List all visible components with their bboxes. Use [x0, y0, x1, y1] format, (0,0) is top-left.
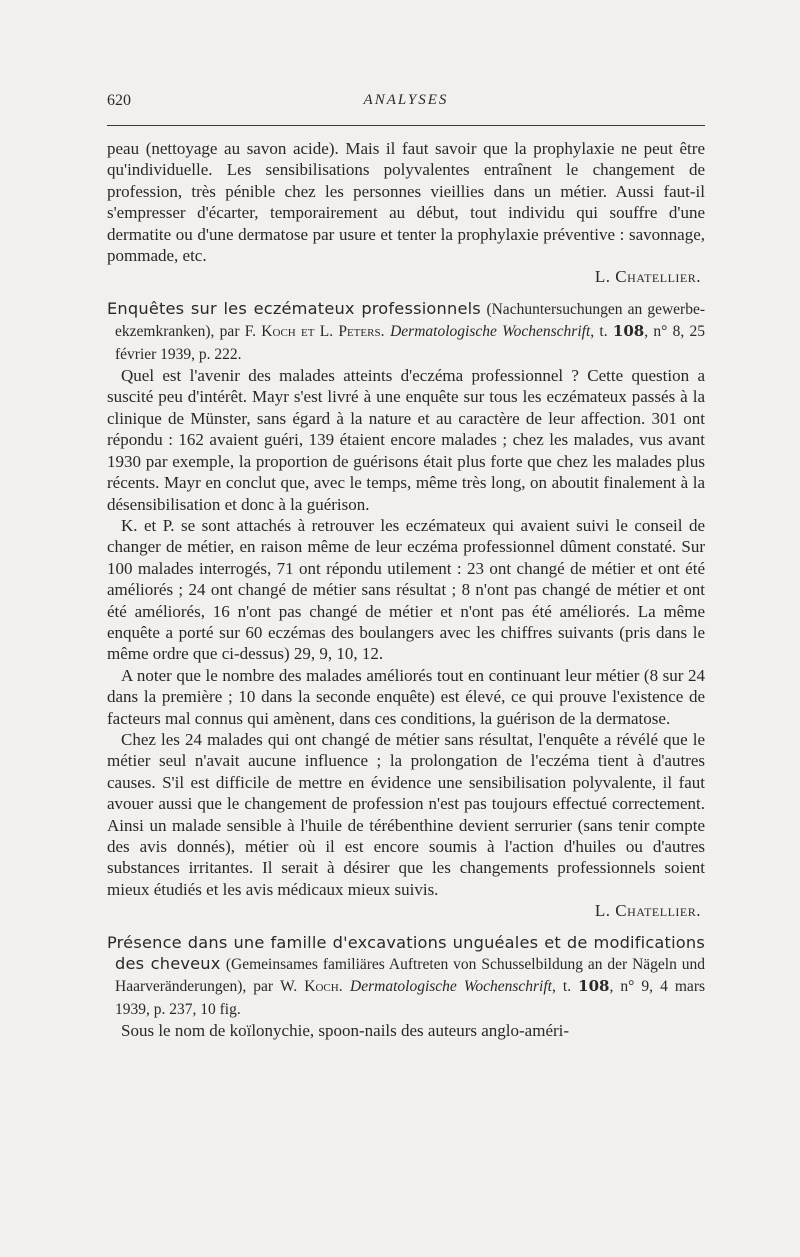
journal-name: Dermatologische Wochenschrift — [390, 323, 591, 341]
review-authors: W. Koch. — [280, 978, 343, 996]
paragraph: A noter que le nombre des malades améliorés tout en continuant leur métier (8 sur 24 dans la première ; 10 dans la seconde enquête) est élevé, ce qui prouve l'existence de facteurs mal connus qui amènent, dans ces conditions, la guérison de la dermatose. — [107, 665, 705, 728]
review-title: Enquêtes sur les eczémateux professionnels — [107, 298, 481, 318]
volume-number: 108 — [578, 977, 610, 996]
paragraph: K. et P. se sont attachés à retrouver les eczémateux qui avaient suivi le conseil de changer de métier, en raison même de leur eczéma professionnel dûment constaté. Sur 100 malades interrogés, 71 ont répondu utilement : 23 ont changé de métier et ont été améliorés ; 24 ont changé de métier sans résultat ; 8 n'ont pas changé de métier et ont été améliorés, 16 n'ont pas changé de métier et n'ont pas été améliorés. La même enquête a porté sur 60 eczémas des boulangers avec les chiffres suivants (pris dans le même ordre que ci-dessus) 29, 9, 10, 12. — [107, 515, 705, 664]
page-number: 620 — [107, 92, 131, 109]
review-authors: F. Koch et L. Peters. — [244, 323, 385, 341]
reference-part: , t. — [590, 323, 613, 341]
review-entry-heading — [107, 298, 705, 365]
volume-number: 108 — [612, 322, 645, 341]
original-title: (Nachuntersuchungen an gewerbe-ekzemkranken), par — [115, 300, 706, 341]
original-title: (Gemeinsames familiäres Auftreten von Schusselbildung an der Nägeln und Haarveränderungen), par — [115, 956, 706, 996]
review-entry-heading — [107, 932, 705, 1021]
article-body — [107, 138, 705, 1042]
paragraph-continued: peau (nettoyage au savon acide). Mais il faut savoir que la prophylaxie ne peut être qu'individuelle. Les sensibilisations polyvalentes entraînent le changement de profession, très pénible chez les personnes vieillies dans un métier. Aussi faut-il s'empresser d'écarter, temporairement au début, tout individu qui souffre d'une dermatite ou d'une dermatose par usure et tenter la prophylaxie préventive : savonnage, pommade, etc. — [107, 139, 705, 266]
author-signature: L. Chatellier. — [594, 901, 701, 921]
page-header — [107, 92, 705, 116]
header-rule — [107, 125, 705, 126]
author-signature: L. Chatellier. — [594, 267, 701, 287]
review-title: Présence dans une famille d'excavations unguéales et de modifications des cheveux — [107, 932, 705, 974]
reference-details: , n° 9, 4 mars 1939, p. 237, 10 fig. — [115, 978, 706, 1018]
journal-name: Dermatologische Wochenschrift — [350, 978, 552, 996]
running-title: ANALYSES — [363, 92, 449, 108]
paragraph: Sous le nom de koïlonychie, spoon-nails des auteurs anglo-améri- — [121, 1021, 570, 1041]
paragraph: Quel est l'avenir des malades atteints d'eczéma professionnel ? Cette question a suscité peu d'intérêt. Mayr s'est livré à une enquête sur tous les eczémateux passés à la clinique de Münster, sans égard à la nature et au caractère de leur affection. 301 ont répondu : 162 avaient guéri, 139 étaient encore malades ; chez les malades, vus avant 1930 par exemple, la proportion de guérisons était plus forte que chez les malades plus récents. Mayr en conclut que, avec le temps, même très long, on aboutit finalement à la désensibilisation et donc à la guérison. — [107, 366, 705, 514]
reference-details: , n° 8, 25 février 1939, p. 222. — [115, 323, 705, 363]
paragraph: Chez les 24 malades qui ont changé de métier sans résultat, l'enquête a révélé que le métier seul n'avait aucune influence ; la prolongation de l'eczéma tient à d'autres causes. S'il est difficile de mettre en évidence une sensibilisation polyvalente, il faut avouer aussi que le changement de profession n'est pas toujours effectué correctement. Ainsi un malade sensible à l'huile de térébenthine devient serrurier (sans tenir compte des avis donnés), métier où il est encore soumis à l'action d'huiles ou d'autres substances irritantes. Il serait à désirer que les changements professionnels soient mieux étudiés et les avis médicaux mieux suivis. — [107, 729, 705, 899]
reference-part: , t. — [551, 978, 579, 996]
